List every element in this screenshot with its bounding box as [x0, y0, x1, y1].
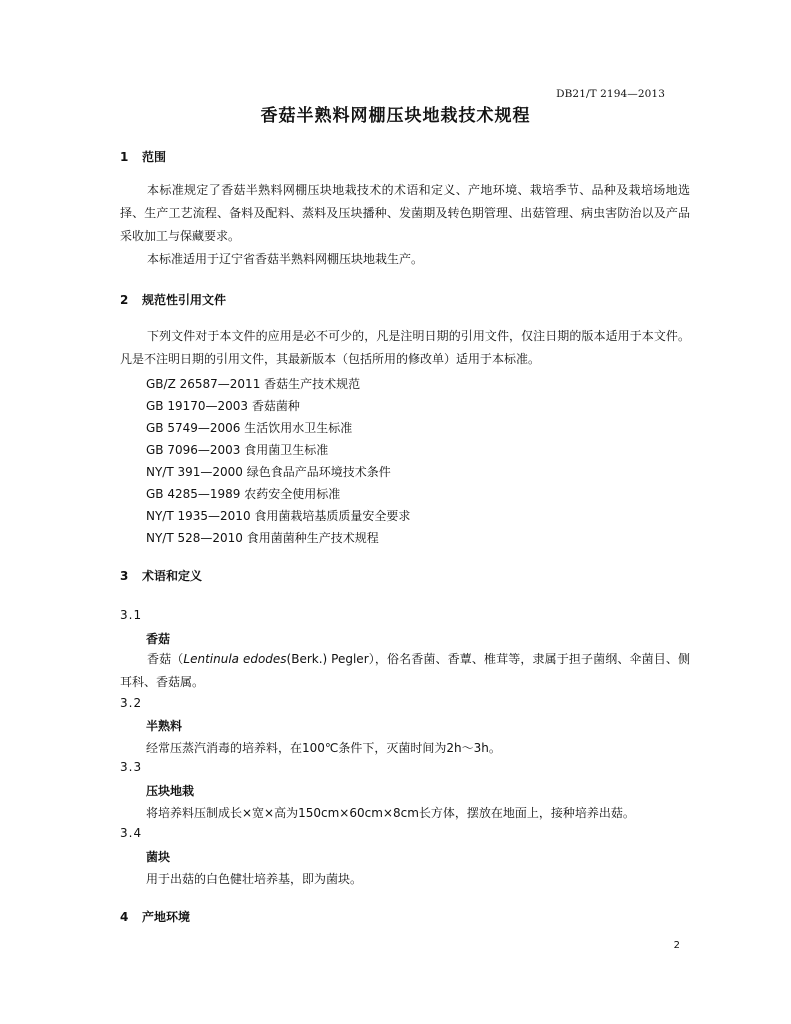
- term-definition: 用于出菇的白色健壮培养基，即为菌块。: [146, 872, 363, 886]
- section-title: 产地环境: [142, 910, 191, 924]
- reference-item: GB 19170—2003 香菇菌种: [146, 399, 300, 413]
- term-title: 压块地栽: [146, 784, 195, 798]
- clause-number: 3.4: [120, 826, 143, 840]
- term-title: 半熟料: [146, 719, 183, 733]
- term-definition: 将培养料压制成长×宽×高为150cm×60cm×8cm长方体，摆放在地面上，接种培养出菇。: [146, 806, 635, 820]
- section-title: 范围: [142, 150, 167, 164]
- clause-number: 3.2: [120, 696, 143, 710]
- section-2-heading: [120, 291, 226, 308]
- section-4-heading: [120, 908, 190, 925]
- term-definition: 经常压蒸汽消毒的培养料，在100℃条件下，灭菌时间为2h～3h。: [146, 741, 501, 755]
- term-definition: [120, 648, 690, 694]
- reference-item: GB 4285—1989 农药安全使用标准: [146, 487, 341, 501]
- section-number: 4: [120, 910, 129, 924]
- latin-name: Lentinula edodes: [183, 652, 287, 666]
- clause-number: 3.3: [120, 760, 143, 774]
- reference-item: NY/T 1935—2010 食用菌栽培基质质量安全要求: [146, 509, 411, 523]
- section-number: 1: [120, 150, 129, 164]
- scope-paragraph: 本标准规定了香菇半熟料网棚压块地栽技术的术语和定义、产地环境、栽培季节、品种及栽培场地选择、生产工艺流程、备料及配料、蒸料及压块播种、发菌期及转色期管理、出菇管理、病虫害防治以及产品采收加工与保藏要求。: [120, 183, 690, 243]
- section-title: 术语和定义: [142, 569, 203, 583]
- term-title: 菌块: [146, 850, 171, 864]
- section-1-heading: [120, 148, 166, 165]
- normative-references-intro: 下列文件对于本文件的应用是必不可少的，凡是注明日期的引用文件，仅注日期的版本适用于本文件。凡是不注明日期的引用文件，其最新版本（包括所用的修改单）适用于本标准。: [120, 329, 690, 366]
- reference-item: GB 7096—2003 食用菌卫生标准: [146, 443, 329, 457]
- term-title: 香菇: [146, 632, 171, 646]
- reference-item: NY/T 528—2010 食用菌菌种生产技术规程: [146, 531, 379, 545]
- scope-applicability: 本标准适用于辽宁省香菇半熟料网棚压块地栽生产。: [147, 252, 424, 266]
- reference-item: GB/Z 26587—2011 香菇生产技术规范: [146, 377, 361, 391]
- section-number: 2: [120, 293, 129, 307]
- definition-text: 香菇（: [147, 652, 184, 666]
- section-3-heading: [120, 567, 202, 584]
- reference-item: GB 5749—2006 生活饮用水卫生标准: [146, 421, 353, 435]
- definition-text: (Berk.) Pegler），俗名香菌、香蕈、椎茸等，隶属于担子菌纲、伞菌目、侧耳科、香菇属。: [120, 652, 690, 689]
- clause-number: 3.1: [120, 608, 143, 622]
- document-title: 香菇半熟料网棚压块地栽技术规程: [260, 106, 531, 126]
- section-title: 规范性引用文件: [142, 293, 227, 307]
- standard-code: DB21/T 2194—2013: [556, 88, 665, 100]
- reference-item: NY/T 391—2000 绿色食品产品环境技术条件: [146, 465, 391, 479]
- section-number: 3: [120, 569, 129, 583]
- page-number: 2: [673, 940, 680, 951]
